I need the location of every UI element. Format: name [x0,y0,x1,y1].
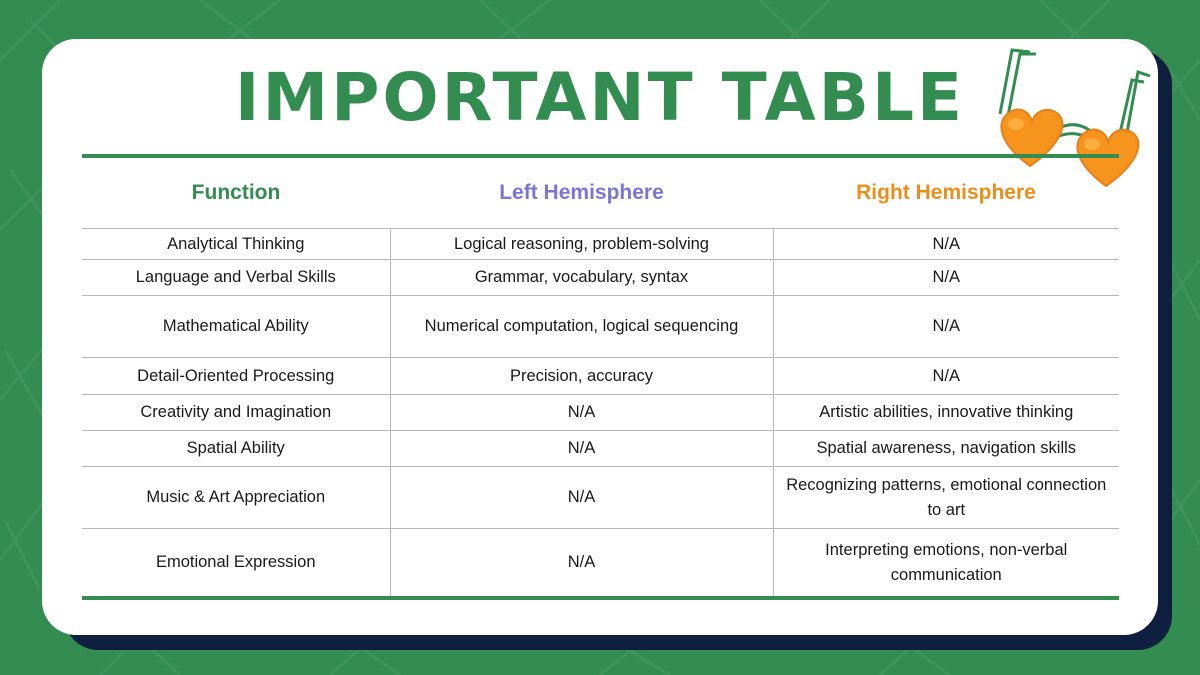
cell-function: Emotional Expression [82,529,390,597]
table-row [82,529,1119,597]
table-row [82,260,1119,296]
cell-left: N/A [390,431,773,467]
cell-right: Artistic abilities, innovative thinking [773,395,1119,431]
cell-function: Spatial Ability [82,431,390,467]
table-row [82,229,1119,260]
page-title: IMPORTANT TABLE [234,59,966,136]
cell-left: Logical reasoning, problem-solving [390,229,773,260]
table-bottom-rule [82,596,1119,600]
cell-function: Detail-Oriented Processing [82,358,390,395]
cell-right: N/A [773,358,1119,395]
cell-left: Precision, accuracy [390,358,773,395]
comparison-table [82,154,1119,600]
table-row [82,395,1119,431]
cell-left: N/A [390,395,773,431]
cell-right: Spatial awareness, navigation skills [773,431,1119,467]
table-row [82,467,1119,529]
cell-function: Analytical Thinking [82,229,390,260]
header-function: Function [191,181,281,204]
cell-left: Grammar, vocabulary, syntax [390,260,773,296]
header-left-hemisphere: Left Hemisphere [499,181,664,204]
cell-right: N/A [773,229,1119,260]
cell-function: Language and Verbal Skills [82,260,390,296]
cell-left: N/A [390,529,773,597]
cell-right: Recognizing patterns, emotional connection to art [773,467,1119,529]
table-row [82,358,1119,395]
cell-function: Mathematical Ability [82,296,390,358]
table-row [82,296,1119,358]
header-right-hemisphere: Right Hemisphere [856,181,1036,204]
table-row [82,431,1119,467]
cell-right: N/A [773,296,1119,358]
cell-function: Creativity and Imagination [82,395,390,431]
cell-right: Interpreting emotions, non-verbal communication [773,529,1119,597]
cell-function: Music & Art Appreciation [82,467,390,529]
cell-left: N/A [390,467,773,529]
cell-right: N/A [773,260,1119,296]
cell-left: Numerical computation, logical sequencing [390,296,773,358]
